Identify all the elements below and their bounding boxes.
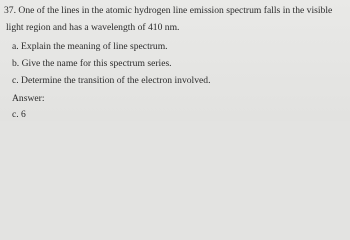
answer-value: c. 6	[12, 109, 26, 120]
question-text-line-1: 37. One of the lines in the atomic hydrogen line emission spectrum falls in the visible	[4, 5, 333, 16]
question-text-line-2: light region and has a wavelength of 410 nm.	[6, 22, 180, 33]
question-part-c: c. Determine the transition of the electron involved.	[12, 75, 211, 86]
question-part-b: b. Give the name for this spectrum series.	[12, 58, 172, 69]
answer-label: Answer:	[12, 93, 45, 104]
question-part-a: a. Explain the meaning of line spectrum.	[12, 41, 168, 52]
